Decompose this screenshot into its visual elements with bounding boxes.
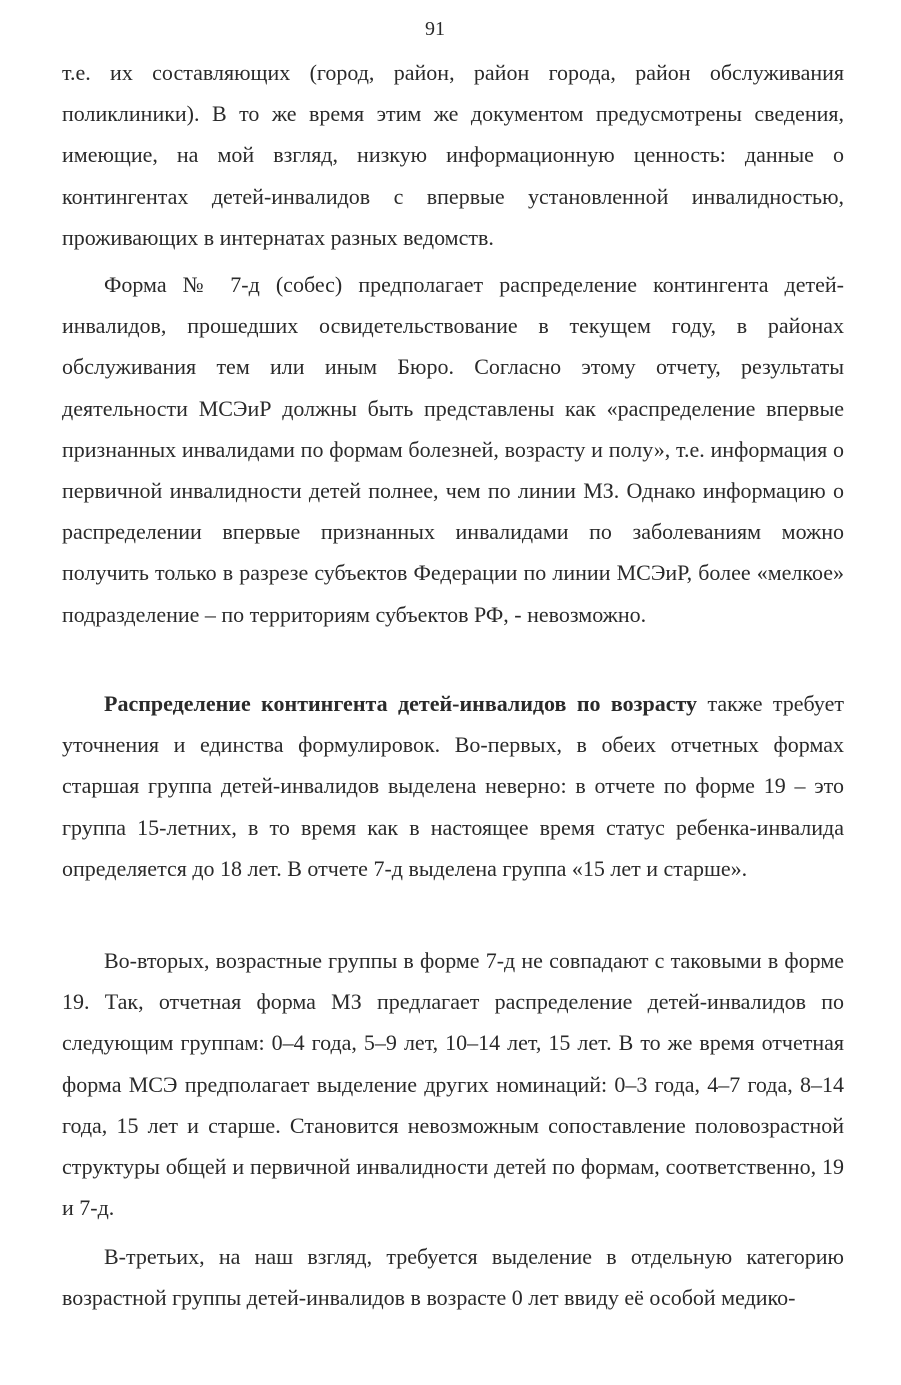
paragraph-form-7d [62,264,844,635]
paragraph-continuation [62,52,844,258]
paragraph-3-text [62,683,844,889]
paragraph-3-bold-lead: Распределение контингента детей-инвалидов по возрасту [104,691,698,716]
paragraph-4-text: Во-вторых, возрастные группы в форме 7-д не совпадают с таковыми в форме 19. Так, отчетная форма МЗ предлагает распределение детей-инвалидов по следующим группам: 0–4 года, 5–9 лет, 10–14 лет, 15 лет. В то же время отчетная форма МСЭ предполагает выделение других номинаций: 0–3 года, 4–7 года, 8–14 года, 15 лет и старше. Становится невозможным сопоставление половозрастной структуры общей и первичной инвалидности детей по формам, соответственно, 19 и 7-д. [62,948,844,1221]
paragraph-age-groups [62,940,844,1228]
paragraph-3-rest: также требует уточнения и единства формулировок. Во-первых, в обеих отчетных формах старшая группа детей-инвалидов выделена неверно: в отчете по форме 19 – это группа 15-летних, в то время как в настоящее время статус ребенка-инвалида определяется до 18 лет. В отчете 7-д выделена группа «15 лет и старше». [62,691,845,881]
paragraph-third-point [62,1236,844,1318]
page-number: 91 [425,18,445,40]
paragraph-5-text: В-третьих, на наш взгляд, требуется выделение в отдельную категорию возрастной группы детей-инвалидов в возрасте 0 лет ввиду её особой медико- [62,1244,844,1311]
paragraph-age-distribution [62,683,844,889]
paragraph-1-text: т.е. их составляющих (город, район, район города, район обслуживания поликлиники). В то же время этим же документом предусмотрены сведения, имеющие, на мой взгляд, низкую информационную ценность: данные о контингентах детей-инвалидов с впервые установленной инвалидностью, проживающих в интернатах разных ведомств. [62,60,844,250]
paragraph-2-text: Форма № 7-д (собес) предполагает распределение контингента детей-инвалидов, прошедших освидетельствование в текущем году, в районах обслуживания тем или иным Бюро. Согласно этому отчету, результаты деятельности МСЭиР должны быть представлены как «распределение впервые признанных инвалидами по формам болезней, возрасту и полу», т.е. информация о первичной инвалидности детей полнее, чем по линии МЗ. Однако информацию о распределении впервые признанных инвалидами по заболеваниям можно получить только в разрезе субъектов Федерации по линии МСЭиР, более «мелкое» подразделение – по территориям субъектов РФ, - невозможно. [62,272,844,627]
